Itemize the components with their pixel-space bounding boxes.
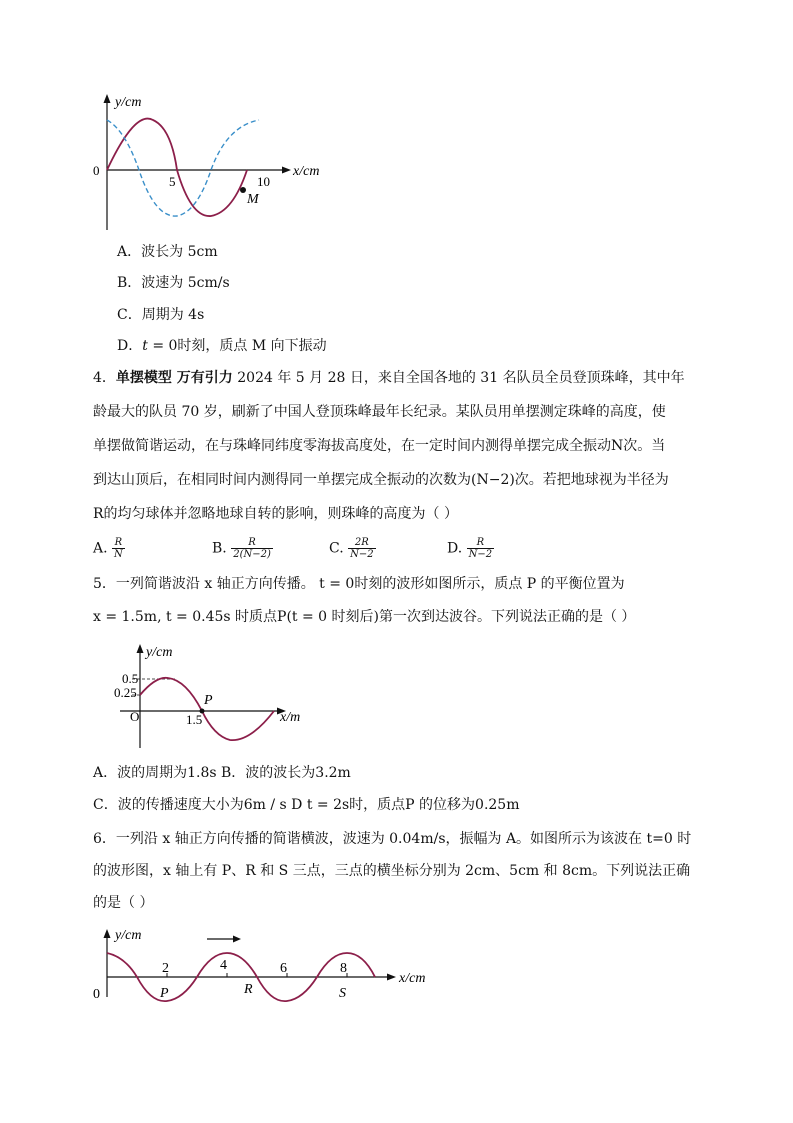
- fig3-tick6: 6: [280, 961, 287, 976]
- q4-tag: 单摆模型 万有引力: [115, 370, 233, 386]
- q3-option-b[interactable]: B．波速为 5cm/s: [117, 275, 230, 291]
- q5-line1: 5．一列简谐波沿 x 轴正方向传播。 t = 0时刻的波形如图所示，质点 P 的平衡位置为: [93, 576, 625, 592]
- fig2-ylabel: y/cm: [146, 645, 173, 660]
- fig2-point-P: P: [204, 693, 213, 708]
- q4-option-d[interactable]: D. $\frac{R}{N-2}$: [447, 537, 493, 560]
- q6-line3: 的是（ ）: [93, 895, 154, 911]
- q4-d-fraction: $\frac{R}{N-2}$: [468, 537, 493, 560]
- fig1-tick10: 10: [257, 174, 270, 189]
- fig3-point-S: S: [339, 986, 346, 1001]
- fig3-ylabel: y/cm: [115, 928, 142, 943]
- fig1-ylabel: y/cm: [115, 95, 142, 110]
- fig1-xlabel: x/cm: [293, 164, 320, 179]
- q4-line3: 单摆做简谐运动，在与珠峰同纬度零海拔高度处，在一定时间内测得单摆完成全振动N次。当: [93, 438, 666, 454]
- fig3-tick2: 2: [162, 961, 169, 976]
- q4-line2: 龄最大的队员 70 岁，刷新了中国人登顶珠峰最年长纪录。某队员用单摆测定珠峰的高度，使: [93, 404, 666, 420]
- fig2-xlabel: x/m: [280, 710, 301, 725]
- q4-line4: 到达山顶后，在相同时间内测得同一单摆完成全振动的次数为(N−2)次。若把地球视为半径为: [93, 472, 669, 488]
- wave-figure-2: [110, 640, 330, 752]
- q3-option-c[interactable]: C．周期为 4s: [117, 307, 205, 323]
- fig3-tick8: 8: [340, 961, 347, 976]
- wave-figure-1: [85, 90, 365, 240]
- fig3-xlabel: x/cm: [399, 971, 426, 986]
- fig2-origin: O: [130, 709, 140, 724]
- fig3-tick4: 4: [220, 958, 227, 973]
- q4-b-fraction: $\frac{R}{2(N-2)}$: [233, 537, 271, 560]
- q6-line2: 的波形图，x 轴上有 P、R 和 S 三点，三点的横坐标分别为 2cm、5cm 和 8cm。下列说法正确: [93, 863, 691, 879]
- q4-line5: R的均匀球体并忽略地球自转的影响，则珠峰的高度为（ ）: [93, 506, 458, 522]
- q4-a-fraction: $\frac{R}{N}$: [114, 537, 123, 560]
- q3-option-d[interactable]: D．t = 0时刻，质点 M 向下振动: [117, 338, 327, 354]
- q6-line1: 6．一列沿 x 轴正方向传播的简谐横波，波速为 0.04m/s，振幅为 A。如图所示为该波在 t=0 时: [93, 831, 692, 847]
- q4-c-fraction: $\frac{2R}{N-2}$: [350, 537, 374, 560]
- fig1-tick5: 5: [169, 174, 176, 189]
- q4-option-c[interactable]: C. $\frac{2R}{N-2}$: [329, 537, 374, 560]
- fig2-y1: 0.5: [122, 671, 139, 686]
- q5-line2: x = 1.5m, t = 0.45s 时质点P(t = 0 时刻后)第一次到达波谷。下列说法正确的是（ ）: [93, 609, 636, 625]
- fig1-origin: 0: [93, 163, 100, 178]
- q4-option-b[interactable]: B. $\frac{R}{2(N-2)}$: [212, 537, 271, 560]
- fig3-origin: 0: [93, 987, 100, 1002]
- q3-option-a[interactable]: A．波长为 5cm: [117, 244, 218, 260]
- q5-options-ab[interactable]: A．波的周期为1.8s B．波的波长为3.2m: [93, 765, 351, 781]
- wave-figure-3: [85, 925, 445, 1005]
- fig3-point-R: R: [244, 982, 253, 997]
- fig2-y2: 0.25: [114, 685, 137, 700]
- q4-line1: 4．单摆模型 万有引力 2024 年 5 月 28 日，来自全国各地的 31 名队员全员登顶珠峰，其中年: [93, 370, 685, 386]
- fig3-point-P: P: [160, 986, 169, 1001]
- fig1-point-M: M: [247, 192, 259, 207]
- q5-options-cd[interactable]: C．波的传播速度大小为6m / s D t = 2s时，质点P 的位移为0.25m: [93, 797, 520, 813]
- q4-option-a[interactable]: A. $\frac{R}{N}$: [93, 537, 123, 560]
- fig2-tick: 1.5: [186, 712, 203, 727]
